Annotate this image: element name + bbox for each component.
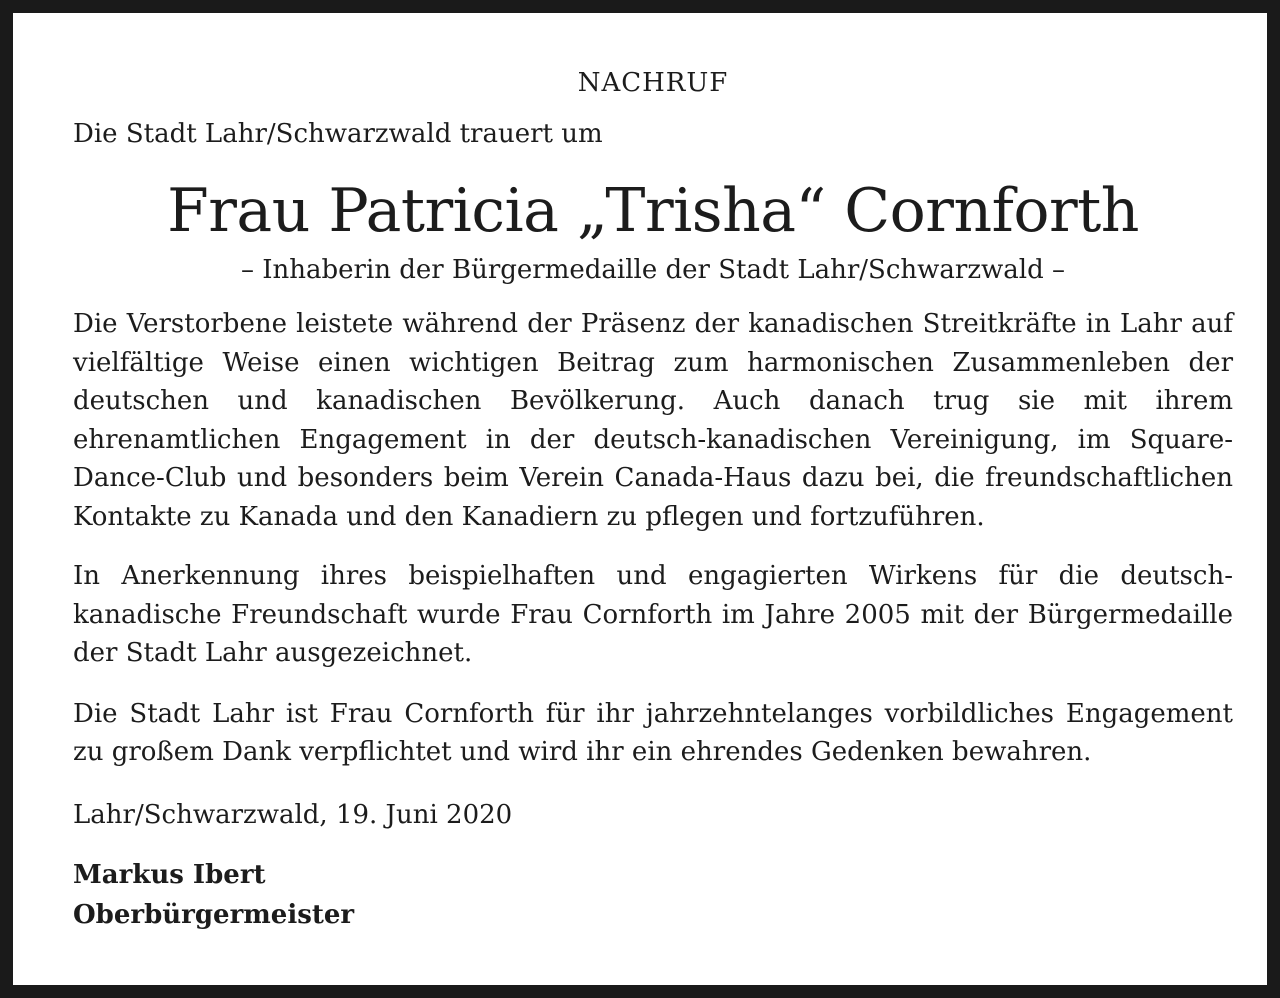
obituary-heading: NACHRUF [577,68,729,98]
signer-name: Markus Ibert [73,859,266,890]
intro-line: Die Stadt Lahr/Schwarzwald trauert um [73,119,603,149]
body-paragraph: Die Stadt Lahr ist Frau Cornforth für ihr jahrzehntelanges vorbildliches Engagement zu großem Dank verpflichtet und wird ihr ein ehrendes Gedenken bewahren. [73,698,1233,767]
obituary-content [73,63,1233,935]
deceased-name: Frau Patricia „Trisha“ Cornforth [167,176,1139,246]
place-date-line: Lahr/Schwarzwald, 19. Juni 2020 [73,799,513,830]
body-paragraph: In Anerkennung ihres beispielhaften und engagierten Wirkens für die deutsch-kanadische Freundschaft wurde Frau Cornforth im Jahre 2005 mit der Bürgermedaille der Stadt Lahr ausgezeichnet. [73,561,1233,668]
body-paragraph: Die Verstorbene leistete während der Präsenz der kanadischen Streitkräfte in Lahr auf vielfältige Weise einen wichtigen Beitrag zum harmonischen Zusammenleben der deutschen und kanadischen Bevölkerung. Auch danach trug sie mit ihrem ehrenamtlichen Engagement in der deutsch-kanadischen Vereinigung, im Square-Dance-Club und besonders beim Verein Canada-Haus dazu bei, die freundschaftlichen Kontakte zu Kanada und den Kanadiern zu pflegen und fortzuführen. [73,309,1233,532]
honor-subtitle: – Inhaberin der Bürgermedaille der Stadt Lahr/Schwarzwald – [240,255,1066,285]
signer-title: Oberbürgermeister [73,899,355,930]
